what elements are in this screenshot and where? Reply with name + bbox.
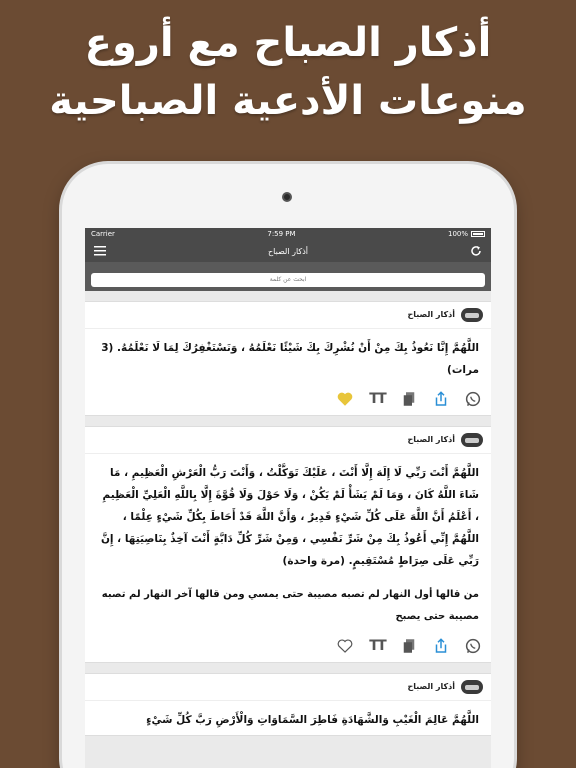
font-size-icon: TT [369,390,385,407]
font-size-button[interactable] [367,636,387,656]
nav-title: أذكار الصباح [267,246,309,256]
dhikr-text: اللَّهُمَّ عَالِمَ الْغَيْبِ وَالشَّهَادَةِ فَاطِرَ السَّمَاوَاتِ وَالْأَرْضِ رَبَّ كُلِّ شَيْءٍ [146,713,479,726]
copy-button[interactable] [399,636,419,656]
card-header [85,674,491,701]
coffee-cup-icon [461,308,483,322]
heart-outline-icon [336,637,354,655]
font-size-button[interactable] [367,389,387,409]
battery-percent: 100% [447,230,468,238]
carrier-label: Carrier [91,230,115,238]
camera-dot [282,192,292,202]
card-label: أذكار الصباح [407,310,455,319]
share-icon [432,637,450,655]
refresh-button[interactable] [469,244,483,258]
coffee-cup-icon [461,680,483,694]
dhikr-card [85,426,491,663]
search-bar [85,262,491,291]
battery-icon [471,231,485,237]
nav-bar [85,240,491,262]
app-screen [85,228,491,768]
font-size-icon: TT [369,637,385,654]
menu-button[interactable] [93,244,107,258]
promo-headline [0,14,576,130]
card-label: أذكار الصباح [407,682,455,691]
card-actions [85,632,491,662]
heart-filled-icon [336,390,354,408]
favorite-button[interactable] [335,389,355,409]
search-input[interactable] [91,273,485,287]
clock: 7:59 PM [267,230,296,238]
refresh-icon [470,245,482,257]
copy-icon [400,390,418,408]
card-header [85,427,491,454]
dhikr-text: اللَّهُمَّ أَنْتَ رَبِّي لَا إِلَهَ إِلَّا أَنْتَ ، عَلَيْكَ تَوَكَّلْتُ ، وَأَنْتَ رَبُّ الْعَرْشِ الْعَظِيمِ ، مَا شَاءَ اللَّهُ كَانَ ، وَمَا لَمْ يَشَأْ لَمْ يَكُنْ ، وَلَا حَوْلَ وَلَا قُوَّةَ إِلَّا بِاللَّهِ الْعَلِيِّ الْعَظِيمِ ، أَعْلَمُ أَنَّ اللَّهَ عَلَى كُلِّ شَيْءٍ قَدِيرٌ ، وَأَنَّ اللَّهَ قَدْ أَحَاطَ بِكُلِّ شَيْءٍ عِلْمًا ، اللَّهُمَّ إِنِّي أَعُوذُ بِكَ مِنْ شَرِّ نَفْسِي ، وَمِنْ شَرِّ كُلِّ دَابَّةٍ أَنْتَ آخِذٌ بِنَاصِيَتِهَا ، إِنَّ رَبِّي عَلَى صِرَاطٍ مُسْتَقِيمٍ. (مرة واحدة) [100,466,479,567]
whatsapp-icon [464,390,482,408]
tablet-frame [62,164,514,768]
whatsapp-button[interactable] [463,389,483,409]
card-label: أذكار الصباح [407,435,455,444]
share-icon [432,390,450,408]
share-button[interactable] [431,389,451,409]
status-bar [85,228,491,240]
card-header [85,302,491,329]
whatsapp-button[interactable] [463,636,483,656]
hamburger-icon [94,246,106,256]
whatsapp-icon [464,637,482,655]
share-button[interactable] [431,636,451,656]
dhikr-virtue-text: من قالها أول النهار لم تصبه مصيبة حتى يمسي ومن قالها آخر النهار لم تصبه مصيبة حتى يصبح [101,588,479,622]
dhikr-text: اللَّهُمَّ إِنَّا نَعُوذُ بِكَ مِنْ أَنْ نُشْرِكَ بِكَ شَيْئًا نَعْلَمُهُ ، وَنَسْتَغْفِرُكَ لِمَا لَا نَعْلَمُهُ. (3 مرات) [101,341,479,376]
dhikr-card [85,673,491,736]
battery-group [448,230,485,238]
promo-line-2: منوعات الأدعية الصباحية [49,78,527,124]
promo-line-1: أذكار الصباح مع أروع [84,20,492,66]
coffee-cup-icon [461,433,483,447]
card-actions [85,385,491,415]
favorite-button[interactable] [335,636,355,656]
copy-button[interactable] [399,389,419,409]
copy-icon [400,637,418,655]
dhikr-card [85,301,491,416]
